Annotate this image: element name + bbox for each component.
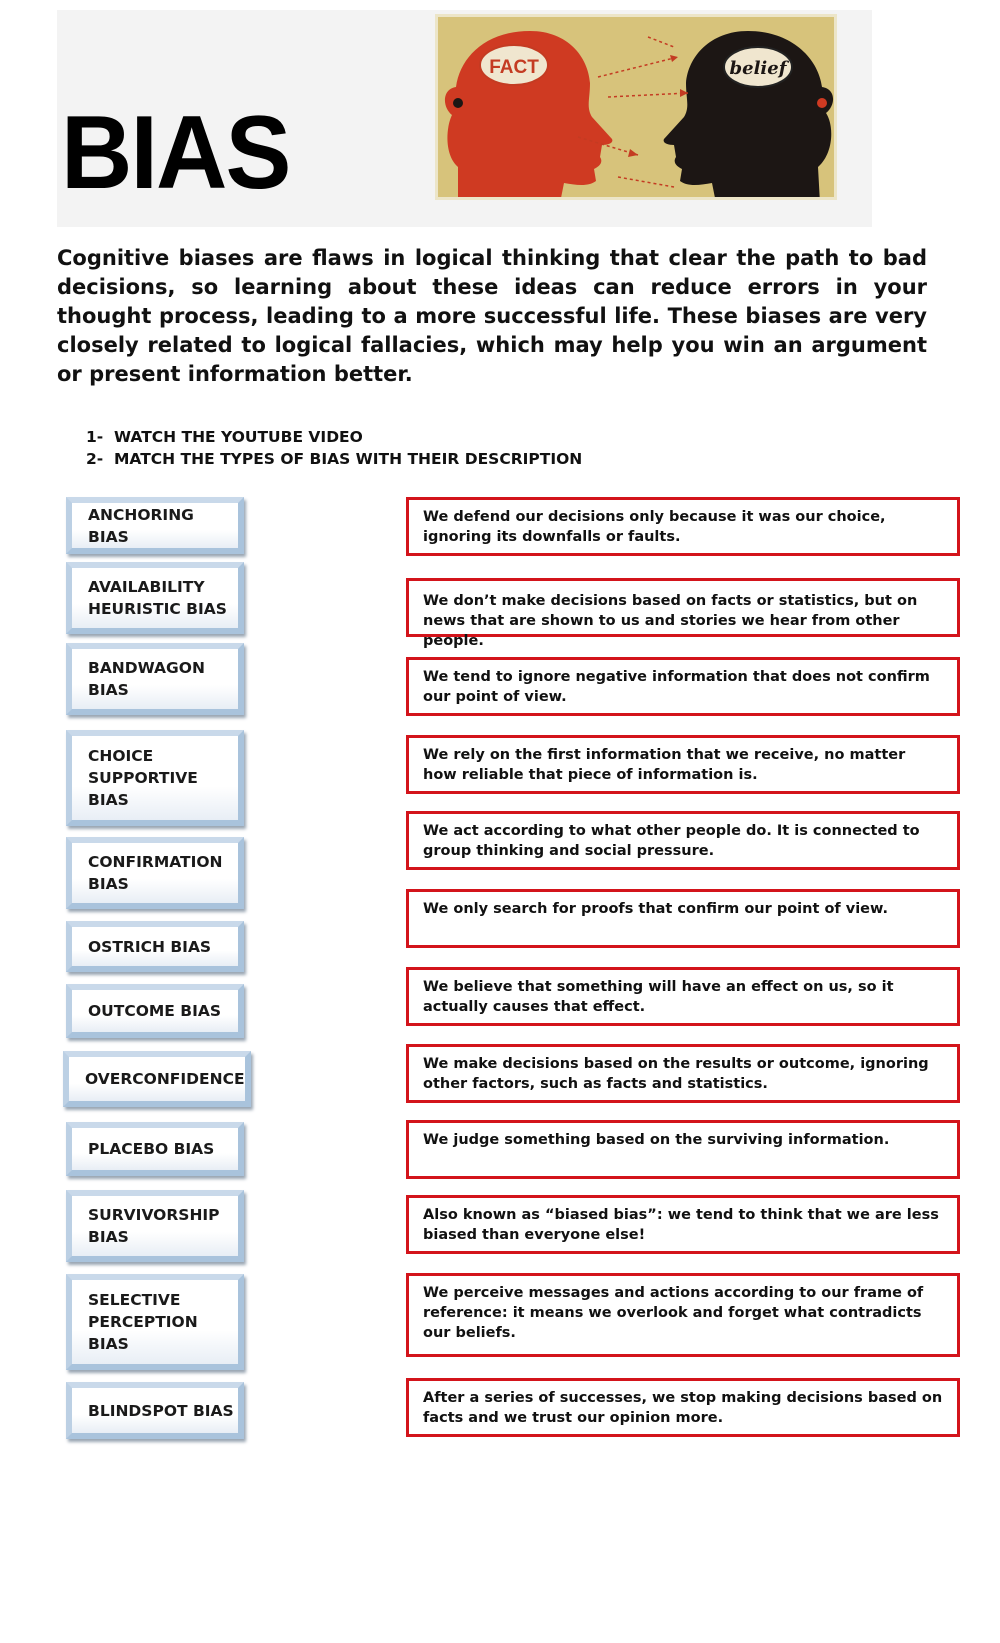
bias-card-label: SURVIVORSHIP BIAS (88, 1206, 220, 1246)
description-box[interactable] (406, 889, 960, 948)
bias-card-overconfidence[interactable] (63, 1051, 251, 1107)
description-box[interactable] (406, 1120, 960, 1179)
fact-belief-illustration (435, 14, 837, 200)
description-text: We don’t make decisions based on facts or statistics, but on news that are shown to us and stories we hear from other people. (423, 593, 918, 649)
bias-card-label: ANCHORING BIAS (88, 505, 194, 546)
header-banner (57, 10, 872, 227)
bias-card-anchoring[interactable] (66, 497, 244, 554)
instruction-item (86, 448, 582, 470)
description-text: We only search for proofs that confirm our point of view. (423, 901, 888, 917)
fact-belief-heads-image (438, 17, 837, 200)
description-box[interactable] (406, 657, 960, 716)
description-box[interactable] (406, 1378, 960, 1437)
intro-paragraph: Cognitive biases are flaws in logical thinking that clear the path to bad decisions, so learning about these ideas can reduce errors in your thought process, leading to a more successful life. These biases are very closely related to logical fallacies, which may help you win an argument or present information better. (57, 246, 927, 386)
bias-card-bandwagon[interactable] (66, 643, 244, 715)
description-box[interactable] (406, 1273, 960, 1357)
bias-card-choice-supportive[interactable] (66, 730, 244, 826)
bias-card-label: AVAILABILITY HEURISTIC BIAS (88, 578, 227, 618)
bias-card-label: SELECTIVE PERCEPTION BIAS (88, 1291, 198, 1353)
fact-label: FACT (489, 57, 539, 78)
description-text: We judge something based on the surviving information. (423, 1132, 890, 1148)
instruction-text: WATCH THE YOUTUBE VIDEO (114, 428, 363, 446)
description-box[interactable] (406, 1044, 960, 1103)
description-text: We tend to ignore negative information that does not confirm our point of view. (423, 669, 930, 705)
instruction-text: MATCH THE TYPES OF BIAS WITH THEIR DESCRIPTION (114, 450, 583, 468)
description-box[interactable] (406, 1195, 960, 1254)
bias-card-blindspot[interactable] (66, 1382, 244, 1439)
description-box[interactable] (406, 497, 960, 556)
bias-card-label: CONFIRMATION BIAS (88, 853, 223, 893)
description-text: We act according to what other people do. It is connected to group thinking and social pressure. (423, 823, 920, 859)
bias-card-placebo[interactable] (66, 1122, 244, 1176)
description-text: We make decisions based on the results or outcome, ignoring other factors, such as facts and statistics. (423, 1056, 929, 1092)
description-text: We perceive messages and actions according to our frame of reference: it means we overlook and forget what contradicts our beliefs. (423, 1285, 924, 1341)
bias-card-label: OSTRICH BIAS (88, 937, 212, 956)
bias-card-label: CHOICE SUPPORTIVE BIAS (88, 747, 198, 809)
bias-card-confirmation[interactable] (66, 837, 244, 909)
instruction-number: 2- (86, 450, 104, 468)
description-text: We defend our decisions only because it was our choice, ignoring its downfalls or faults. (423, 509, 886, 545)
description-text: Also known as “biased bias”: we tend to think that we are less biased than everyone else! (423, 1207, 939, 1243)
bias-card-outcome[interactable] (66, 984, 244, 1038)
description-box[interactable] (406, 811, 960, 870)
description-box[interactable] (406, 578, 960, 649)
page-title: BIAS (61, 95, 290, 211)
description-text: We rely on the first information that we receive, no matter how reliable that piece of information is. (423, 747, 906, 783)
instruction-number: 1- (86, 428, 104, 446)
bias-card-label: BANDWAGON BIAS (88, 659, 205, 699)
bias-card-label: OVERCONFIDENCE (85, 1070, 245, 1088)
bias-card-availability-heuristic[interactable] (66, 562, 244, 634)
description-text: After a series of successes, we stop making decisions based on facts and we trust our opinion more. (423, 1390, 943, 1426)
description-box[interactable] (406, 967, 960, 1026)
bias-card-ostrich[interactable] (66, 921, 244, 972)
description-box[interactable] (406, 735, 960, 794)
instruction-item (86, 426, 582, 448)
bias-card-label: BLINDSPOT BIAS (88, 1401, 234, 1420)
bias-card-selective-perception[interactable] (66, 1274, 244, 1370)
instructions-list (86, 426, 582, 470)
bias-card-label: OUTCOME BIAS (88, 1002, 222, 1020)
bias-card-label: PLACEBO BIAS (88, 1140, 215, 1158)
belief-label: belief (729, 58, 787, 79)
description-text: We believe that something will have an effect on us, so it actually causes that effect. (423, 979, 894, 1015)
bias-card-survivorship[interactable] (66, 1190, 244, 1262)
